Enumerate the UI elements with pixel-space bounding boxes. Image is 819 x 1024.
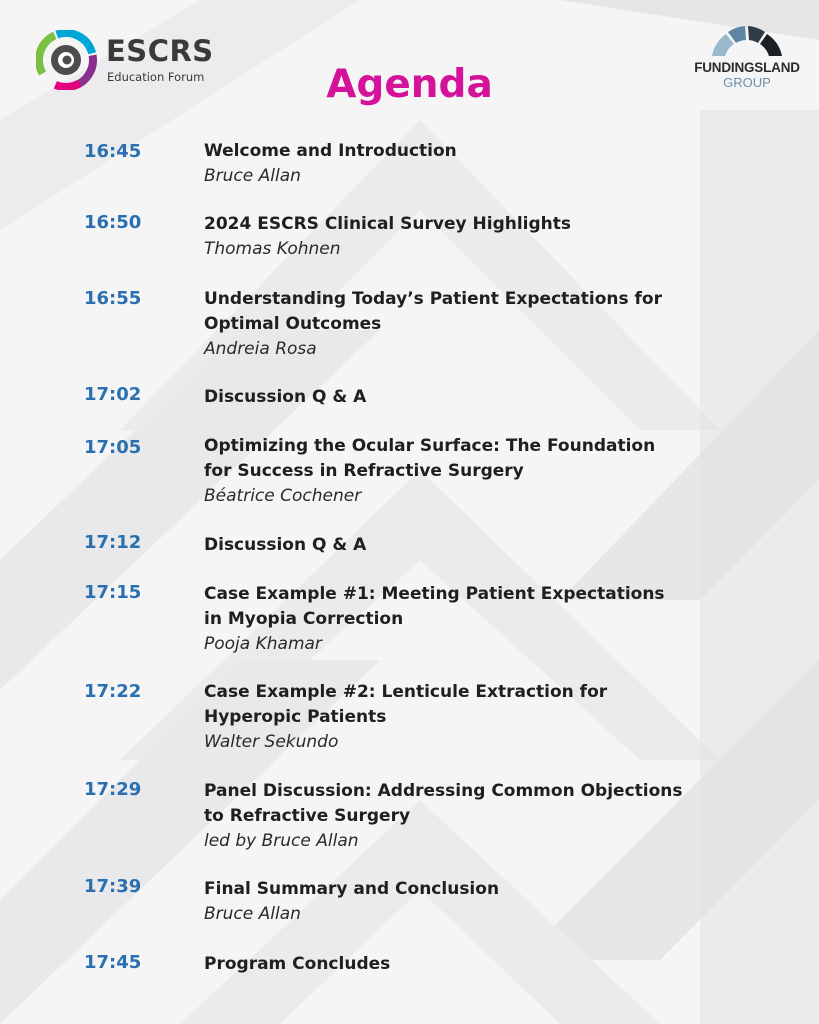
session-speaker: Andreia Rosa [204, 339, 317, 359]
escrs-brand-subtitle: Education Forum [107, 70, 205, 84]
agenda-time: 17:39 [84, 876, 142, 897]
agenda-session [204, 287, 724, 361]
session-title-line: Case Example #2: Lenticule Extraction for [204, 682, 608, 702]
agenda-session [204, 139, 724, 188]
agenda-time: 17:22 [84, 681, 142, 702]
agenda-session [204, 877, 724, 926]
agenda-session [204, 952, 724, 977]
agenda-time: 17:15 [84, 582, 142, 603]
agenda-session [204, 680, 724, 754]
session-speaker: Bruce Allan [204, 166, 301, 186]
agenda-session [204, 434, 724, 508]
agenda-time: 17:45 [84, 952, 142, 973]
session-title-line: Program Concludes [204, 954, 391, 974]
session-title-line: Case Example #1: Meeting Patient Expectations [204, 584, 665, 604]
session-title-line: Panel Discussion: Addressing Common Objections [204, 781, 683, 801]
page-title: Agenda [326, 62, 493, 107]
session-speaker: Walter Sekundo [204, 732, 339, 752]
session-speaker: Béatrice Cochener [204, 486, 362, 506]
session-speaker: led by Bruce Allan [204, 831, 359, 851]
session-title-line: Understanding Today’s Patient Expectations for [204, 289, 662, 309]
agenda-session [204, 212, 724, 261]
fundingsland-arc-icon [706, 22, 788, 58]
session-title-line: Optimizing the Ocular Surface: The Foundation [204, 436, 656, 456]
session-title-line: 2024 ESCRS Clinical Survey Highlights [204, 214, 572, 234]
agenda-time: 17:29 [84, 779, 142, 800]
session-title-line: Final Summary and Conclusion [204, 879, 500, 899]
session-speaker: Thomas Kohnen [204, 239, 341, 259]
agenda-session [204, 533, 724, 558]
session-title-line: Welcome and Introduction [204, 141, 457, 161]
session-title-line: Discussion Q & A [204, 535, 367, 555]
escrs-brand-name: ESCRS [106, 34, 214, 68]
session-title-line: Optimal Outcomes [204, 314, 382, 334]
agenda-time: 16:45 [84, 141, 142, 162]
agenda-time: 17:02 [84, 384, 142, 405]
agenda-time: 16:55 [84, 288, 142, 309]
agenda-time: 17:12 [84, 532, 142, 553]
agenda-time: 16:50 [84, 212, 142, 233]
session-title-line: Hyperopic Patients [204, 707, 387, 727]
session-title-line: to Refractive Surgery [204, 806, 411, 826]
session-title-line: in Myopia Correction [204, 609, 404, 629]
agenda-session [204, 582, 724, 656]
session-speaker: Pooja Khamar [204, 634, 322, 654]
sponsor-group: GROUP [723, 75, 771, 90]
sponsor-name: FUNDINGSLAND [694, 60, 800, 75]
session-title-line: Discussion Q & A [204, 387, 367, 407]
agenda-session [204, 779, 724, 853]
session-title-line: for Success in Refractive Surgery [204, 461, 524, 481]
agenda-session [204, 385, 724, 410]
session-speaker: Bruce Allan [204, 904, 301, 924]
agenda-time: 17:05 [84, 437, 142, 458]
